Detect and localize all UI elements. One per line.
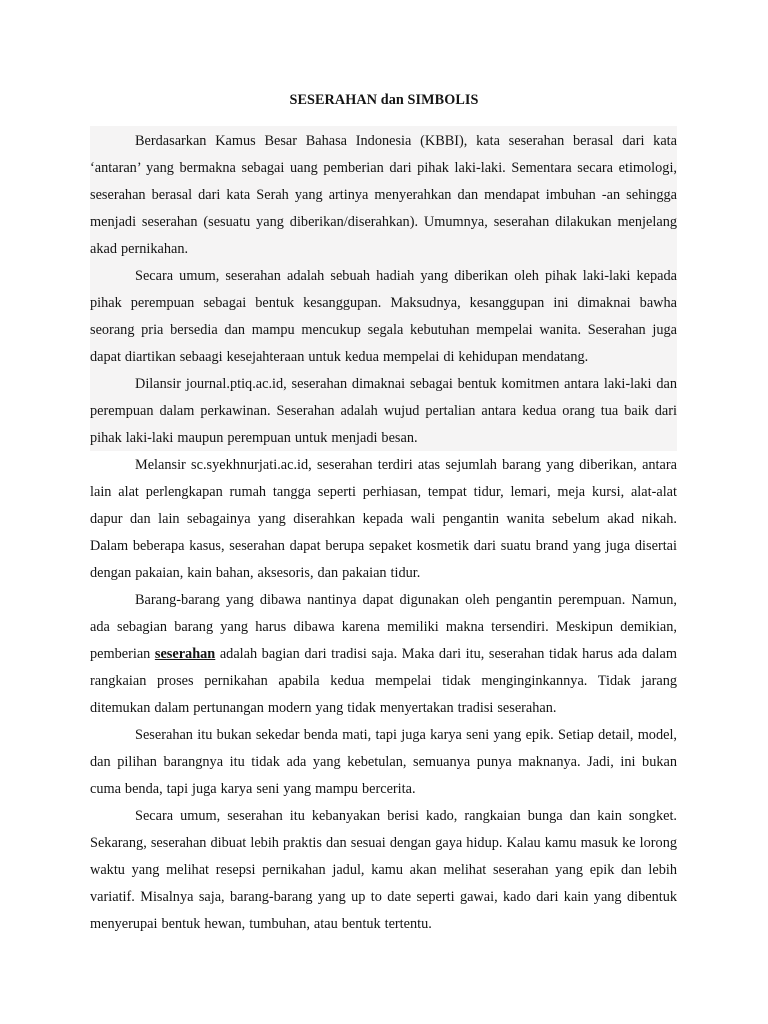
paragraph-5-before: Barang-barang yang dibawa nantinya dapat digunakan oleh pengantin perempuan. Namun, ada sebagian barang yang harus dibawa karena memiliki makna tersendiri. Meskipun demikian, pemberian	[90, 592, 677, 662]
keyword-link-seserahan[interactable]: seserahan	[154, 646, 216, 662]
paragraph-5	[90, 587, 677, 722]
document-title: SESERAHAN dan SIMBOLIS	[289, 92, 479, 108]
paragraph-5-after: adalah bagian dari tradisi saja. Maka dari itu, seserahan tidak harus ada dalam rangkaian proses pernikahan apabila kedua mempelai tidak menginginkannya. Tidak jarang ditemukan dalam pertunangan modern yang tidak menyertakan tradisi seserahan.	[90, 646, 677, 716]
paragraph-4: Melansir sc.syekhnurjati.ac.id, seserahan terdiri atas sejumlah barang yang diberikan, antara lain alat perlengkapan rumah tangga seperti perhiasan, tempat tidur, lemari, meja kursi, alat-alat dapur dan lain sebagainya yang diserahkan kepada wali pengantin wanita sebelum akad nikah. Dalam beberapa kasus, seserahan dapat berupa sepaket kosmetik dari suatu brand yang juga disertai dengan pakaian, kain bahan, aksesoris, dan pakaian tidur.	[90, 457, 677, 581]
paragraph-1: Berdasarkan Kamus Besar Bahasa Indonesia (KBBI), kata seserahan berasal dari kata ‘antaran’ yang bermakna sebagai uang pemberian dari pihak laki-laki. Sementara secara etimologi, seserahan berasal dari kata Serah yang artinya menyerahkan dan mendapat imbuhan -an sehingga menjadi seserahan (sesuatu yang diberikan/diserahkan). Umumnya, seserahan dilakukan menjelang akad pernikahan.	[90, 133, 677, 257]
paragraph-3: Dilansir journal.ptiq.ac.id, seserahan dimaknai sebagai bentuk komitmen antara laki-laki dan perempuan dalam perkawinan. Seserahan adalah wujud pertalian antara kedua orang tua baik dari pihak laki-laki maupun perempuan untuk menjadi besan.	[90, 376, 677, 446]
paragraph-7: Secara umum, seserahan itu kebanyakan berisi kado, rangkaian bunga dan kain songket. Sekarang, seserahan dibuat lebih praktis dan sesuai dengan gaya hidup. Kalau kamu masuk ke lorong waktu yang melihat resepsi pernikahan jadul, kamu akan melihat seserahan yang epik dan lebih variatif. Misalnya saja, barang-barang yang up to date seperti gawai, kado dari kain yang dibentuk menyerupai bentuk hewan, tumbuhan, atau bentuk tertentu.	[90, 808, 677, 932]
document-body	[90, 128, 677, 932]
paragraph-2: Secara umum, seserahan adalah sebuah hadiah yang diberikan oleh pihak laki-laki kepada pihak perempuan sebagai bentuk kesanggupan. Maksudnya, kesanggupan ini dimaknai bawha seorang pria bersedia dan mampu mencukup segala kebutuhan mempelai wanita. Seserahan juga dapat diartikan sebaagi kesejahteraan untuk kedua mempelai di kehidupan mendatang.	[90, 268, 677, 365]
paragraph-6: Seserahan itu bukan sekedar benda mati, tapi juga karya seni yang epik. Setiap detail, model, dan pilihan barangnya itu tidak ada yang kebetulan, semuanya punya maknanya. Jadi, ini bukan cuma benda, tapi juga karya seni yang mampu bercerita.	[90, 727, 677, 797]
